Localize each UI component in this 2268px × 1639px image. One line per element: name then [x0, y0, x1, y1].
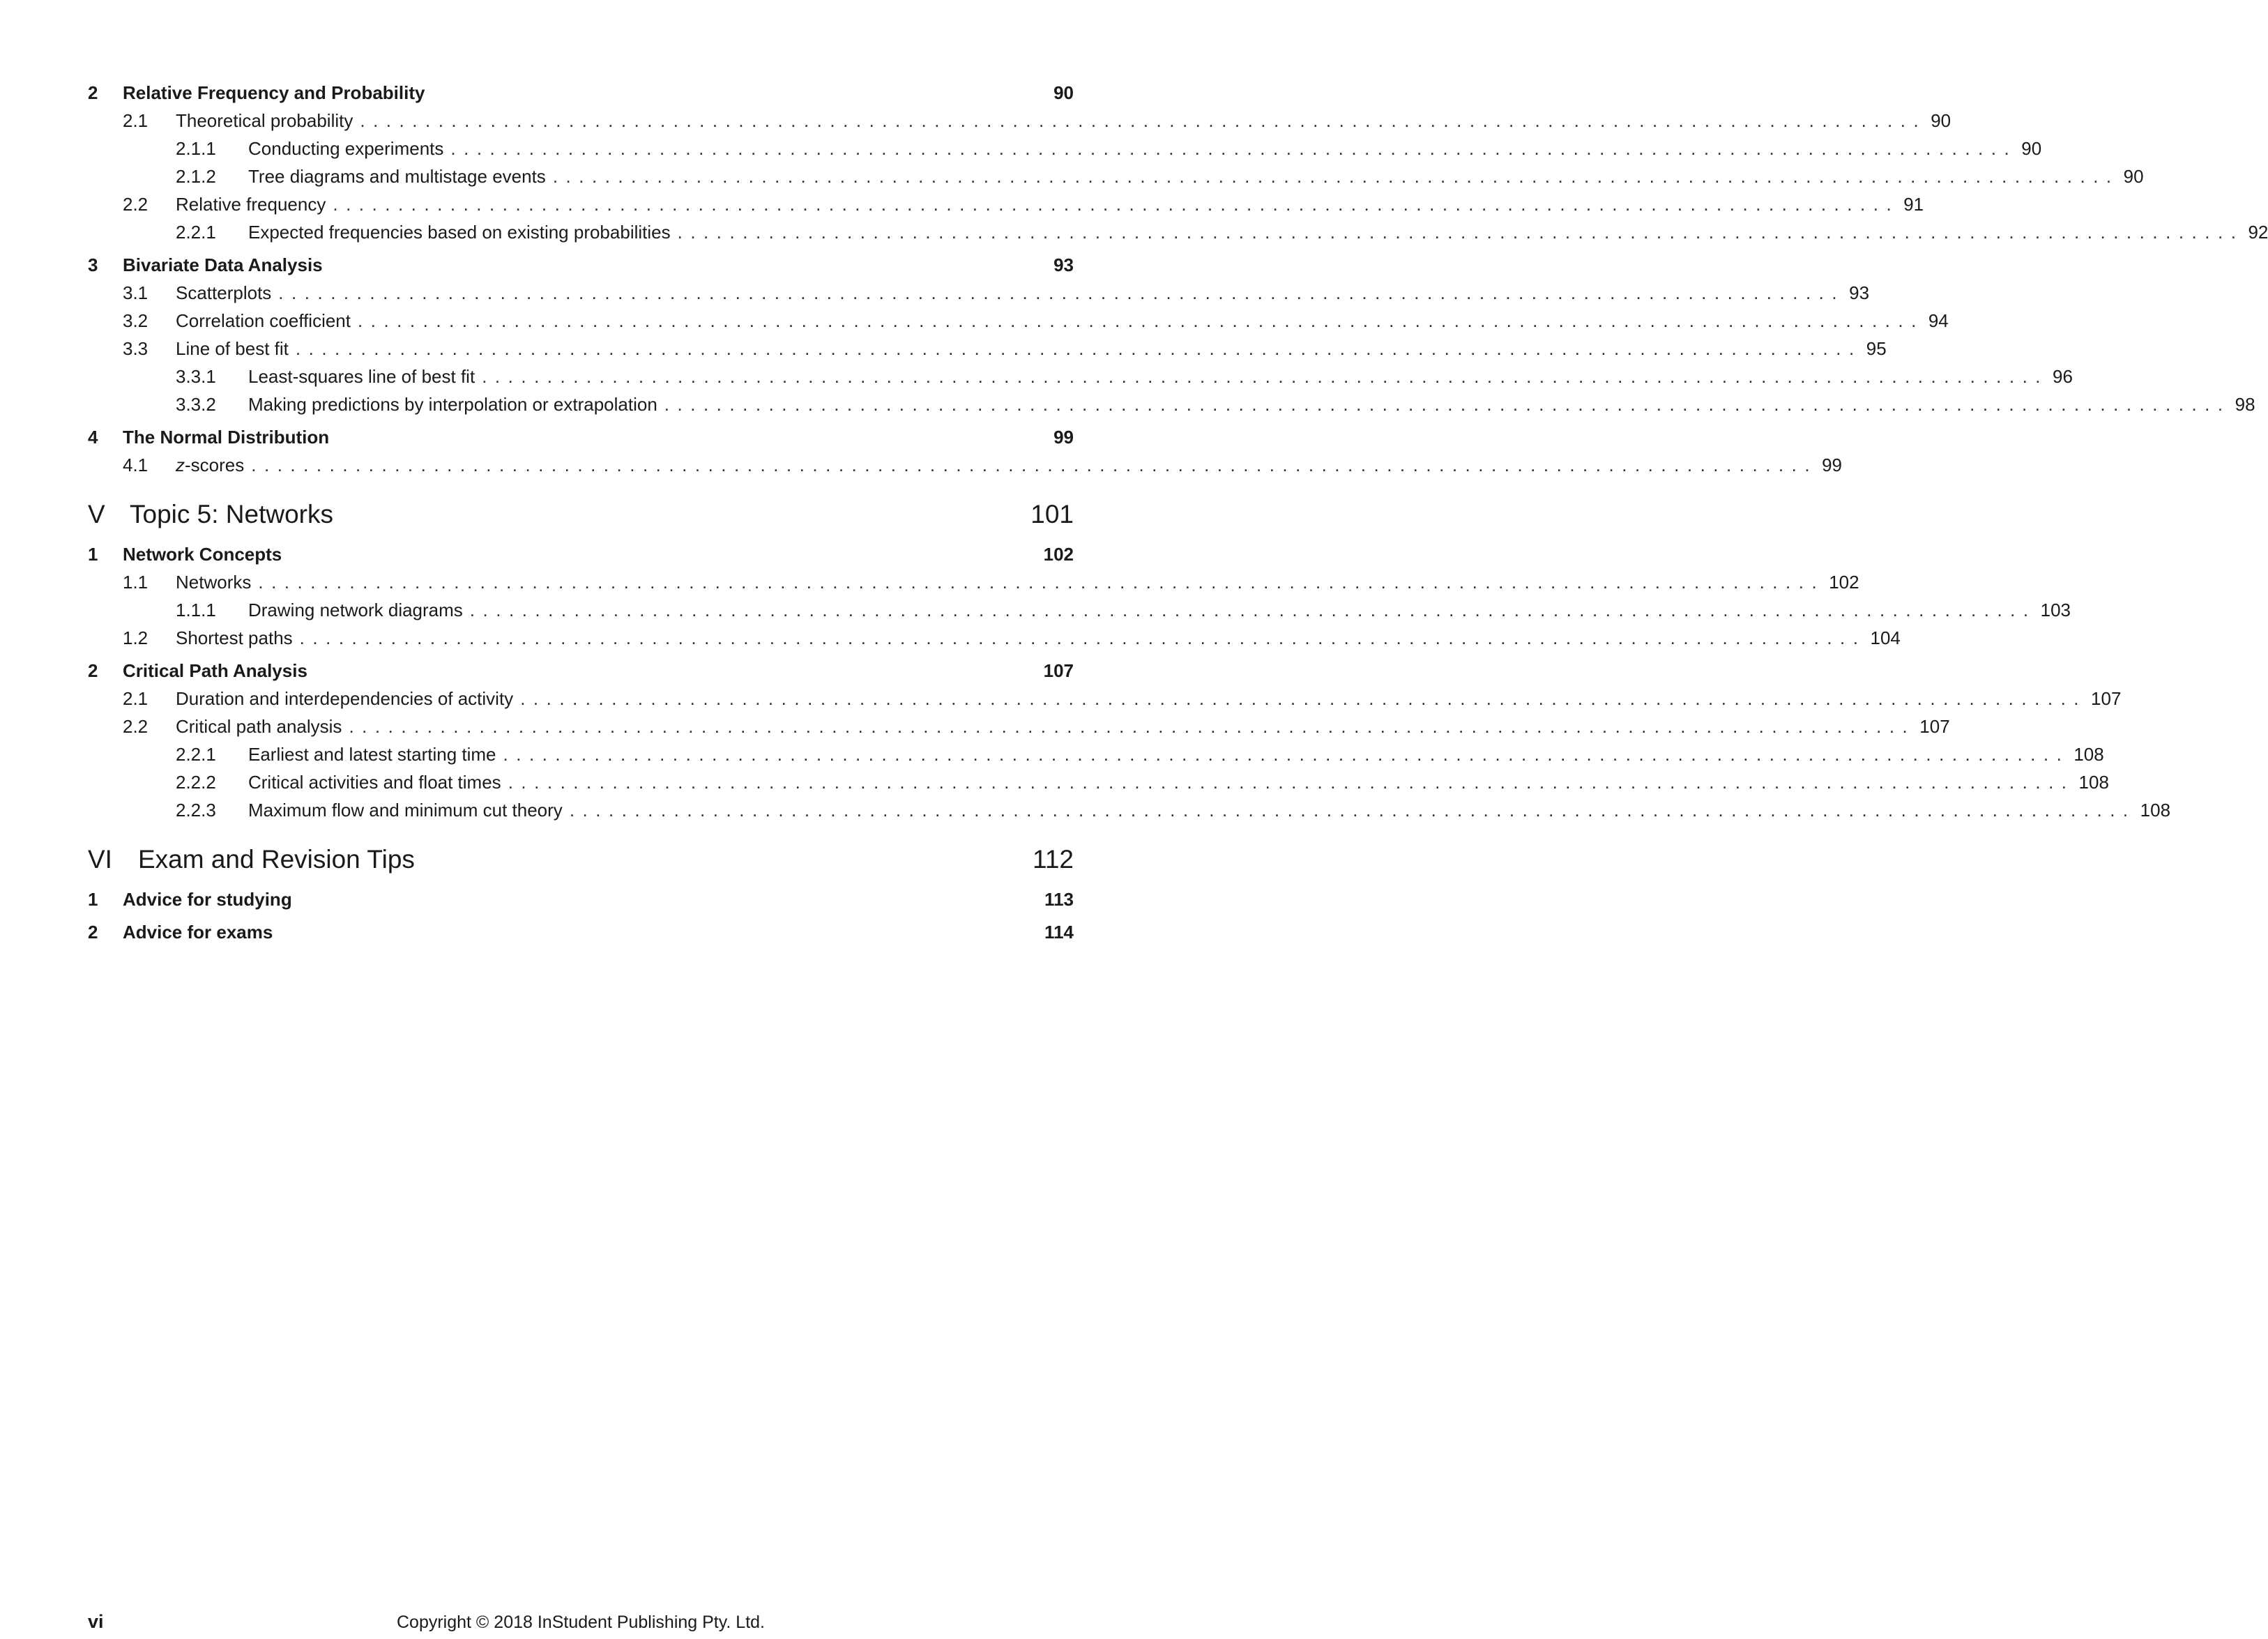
- dot-leader: ........................................................................................................................: [299, 627, 1866, 648]
- toc-entry-page-number: 101: [1030, 499, 1074, 528]
- toc-chapter-entry[interactable]: [88, 657, 1074, 685]
- toc-entry-title: Tree diagrams and multistage events: [248, 165, 546, 187]
- toc-section-entry[interactable]: [88, 624, 1901, 652]
- toc-entry-title: Scatterplots: [176, 282, 272, 303]
- toc-section-entry[interactable]: [88, 307, 1949, 335]
- toc-entry-page-number: 104: [1870, 627, 1901, 648]
- toc-entry-page-number: 107: [2091, 687, 2122, 709]
- toc-subsection-entry[interactable]: [88, 135, 2042, 162]
- toc-entry-number: V: [88, 499, 105, 528]
- toc-entry-number: 3.3.1: [176, 365, 216, 387]
- toc-section-entry[interactable]: [88, 279, 1870, 307]
- toc-section-entry[interactable]: [88, 335, 1887, 363]
- dot-leader: ........................................................................................................................: [552, 165, 2119, 187]
- toc-entry-number: 3.2: [123, 310, 149, 331]
- toc-chapter-entry[interactable]: [88, 885, 1074, 913]
- toc-entry-page-number: 99: [1822, 454, 1843, 475]
- toc-entry-number: 2.2.1: [176, 221, 216, 243]
- dot-leader: ........................................................................................................................: [677, 221, 2244, 243]
- toc-entry-title: Duration and interdependencies of activity: [176, 687, 514, 709]
- toc-entry-page-number: 91: [1903, 193, 1924, 215]
- toc-entry-page-number: 96: [2053, 365, 2073, 387]
- toc-entry-title: Bivariate Data Analysis: [123, 254, 323, 275]
- toc-entry-title: Critical path analysis: [176, 715, 342, 737]
- toc-entry-number: 4.1: [123, 454, 149, 475]
- toc-subsection-entry[interactable]: [88, 740, 2104, 768]
- toc-entry-title: Advice for studying: [123, 888, 292, 910]
- dot-leader: ........................................................................................................................: [520, 687, 2087, 709]
- toc-section-entry[interactable]: [88, 451, 1843, 479]
- toc-entry-page-number: 90: [2021, 137, 2042, 159]
- toc-chapter-entry[interactable]: [88, 251, 1074, 279]
- toc-entry-title: Critical activities and float times: [248, 771, 501, 793]
- toc-entry-title: Correlation coefficient: [176, 310, 351, 331]
- dot-leader: ........................................................................................................................: [569, 799, 2136, 821]
- toc-section-entry[interactable]: [88, 685, 2122, 712]
- dot-leader: ........................................................................................................................: [295, 337, 1862, 359]
- toc-entry-title: The Normal Distribution: [123, 426, 330, 448]
- toc-entry-title: Topic 5: Networks: [130, 499, 333, 528]
- toc-entry-title: Expected frequencies based on existing probabilities: [248, 221, 671, 243]
- toc-section-entry[interactable]: [88, 712, 1950, 740]
- toc-entry-page-number: 93: [1849, 282, 1870, 303]
- toc-entry-page-number: 99: [1053, 426, 1074, 448]
- toc-entry-number: 3.3: [123, 337, 149, 359]
- dot-leader: ........................................................................................................................: [508, 771, 2075, 793]
- toc-entry-title: Theoretical probability: [176, 109, 353, 131]
- toc-entry-page-number: 90: [2123, 165, 2144, 187]
- toc-part-entry[interactable]: [88, 493, 1074, 535]
- toc-part-entry[interactable]: [88, 838, 1074, 881]
- toc-entry-number: 2.2.3: [176, 799, 216, 821]
- toc-section-entry[interactable]: [88, 568, 1859, 596]
- toc-chapter-entry[interactable]: [88, 540, 1074, 568]
- toc-subsection-entry[interactable]: [88, 596, 2071, 624]
- toc-chapter-entry[interactable]: [88, 79, 1074, 107]
- dot-leader: ........................................................................................................................: [482, 365, 2049, 387]
- toc-subsection-entry[interactable]: [88, 218, 2268, 246]
- toc-entry-number: 1: [88, 888, 98, 910]
- dot-leader: ........................................................................................................................: [664, 393, 2231, 415]
- toc-entry-page-number: 107: [1043, 660, 1074, 681]
- toc-entry-page-number: 98: [2235, 393, 2255, 415]
- toc-entry-page-number: 95: [1866, 337, 1887, 359]
- toc-entry-number: 2.2.2: [176, 771, 216, 793]
- toc-entry-number: 3.1: [123, 282, 149, 303]
- toc-entry-page-number: 90: [1053, 82, 1074, 103]
- toc-entry-number: 2.1: [123, 687, 149, 709]
- toc-entry-title: Advice for exams: [123, 921, 273, 943]
- toc-entry-number: VI: [88, 844, 112, 874]
- toc-entry-page-number: 102: [1829, 571, 1859, 593]
- toc-entry-page-number: 108: [2073, 743, 2104, 765]
- toc-entry-title: Critical Path Analysis: [123, 660, 307, 681]
- toc-entry-title: Line of best fit: [176, 337, 289, 359]
- toc-entry-title: z-scores: [176, 454, 245, 475]
- toc-entry-number: 2.2: [123, 715, 149, 737]
- toc-entry-number: 3.3.2: [176, 393, 216, 415]
- toc-entry-title: Networks: [176, 571, 252, 593]
- toc-subsection-entry[interactable]: [88, 363, 2073, 390]
- toc-entry-page-number: 108: [2140, 799, 2171, 821]
- toc-entry-title: Network Concepts: [123, 543, 282, 565]
- toc-entry-number: 1.1: [123, 571, 149, 593]
- toc-entry-page-number: 114: [1044, 921, 1074, 943]
- toc-entry-title: Exam and Revision Tips: [138, 844, 415, 874]
- toc-entry-title: Maximum flow and minimum cut theory: [248, 799, 563, 821]
- toc-entry-page-number: 108: [2078, 771, 2109, 793]
- page-folio: vi: [88, 1611, 104, 1632]
- toc-entry-page-number: 90: [1931, 109, 1951, 131]
- toc-section-entry[interactable]: [88, 190, 1924, 218]
- toc-entry-page-number: 92: [2248, 221, 2268, 243]
- toc-subsection-entry[interactable]: [88, 162, 2144, 190]
- dot-leader: ........................................................................................................................: [258, 571, 1825, 593]
- dot-leader: ........................................................................................................................: [450, 137, 2018, 159]
- copyright-notice: Copyright © 2018 InStudent Publishing Pty. Ltd.: [396, 1613, 765, 1632]
- toc-entry-title: Least-squares line of best fit: [248, 365, 475, 387]
- toc-entry-number: 1.1.1: [176, 599, 216, 620]
- toc-subsection-entry[interactable]: [88, 390, 2255, 418]
- toc-subsection-entry[interactable]: [88, 768, 2109, 796]
- toc-entry-number: 2: [88, 660, 98, 681]
- dot-leader: ........................................................................................................................: [349, 715, 1916, 737]
- dot-leader: ........................................................................................................................: [333, 193, 1900, 215]
- dot-leader: ........................................................................................................................: [251, 454, 1818, 475]
- toc-entry-number: 2.2: [123, 193, 149, 215]
- toc-entry-number: 2: [88, 82, 98, 103]
- dot-leader: ........................................................................................................................: [358, 310, 1924, 331]
- toc-entry-title: Relative Frequency and Probability: [123, 82, 425, 103]
- toc-chapter-entry[interactable]: [88, 918, 1074, 946]
- toc-entry-page-number: 94: [1928, 310, 1949, 331]
- table-of-contents: [88, 79, 2268, 946]
- toc-section-entry[interactable]: [88, 107, 1951, 135]
- toc-entry-page-number: 107: [1919, 715, 1950, 737]
- toc-entry-title: Conducting experiments: [248, 137, 444, 159]
- toc-entry-number: 3: [88, 254, 98, 275]
- toc-entry-number: 2.1: [123, 109, 149, 131]
- toc-entry-title: Shortest paths: [176, 627, 293, 648]
- toc-entry-number: 1: [88, 543, 98, 565]
- toc-entry-number: 2.1.2: [176, 165, 216, 187]
- toc-entry-page-number: 112: [1033, 844, 1074, 874]
- page-footer: [88, 1611, 1074, 1639]
- dot-leader: ........................................................................................................................: [469, 599, 2037, 620]
- toc-entry-number: 2.2.1: [176, 743, 216, 765]
- toc-entry-title: Drawing network diagrams: [248, 599, 463, 620]
- toc-entry-number: 4: [88, 426, 98, 448]
- dot-leader: ........................................................................................................................: [503, 743, 2070, 765]
- toc-entry-number: 2: [88, 921, 98, 943]
- dot-leader: ........................................................................................................................: [360, 109, 1927, 131]
- toc-entry-page-number: 93: [1053, 254, 1074, 275]
- toc-entry-title: Relative frequency: [176, 193, 326, 215]
- toc-entry-number: 2.1.1: [176, 137, 216, 159]
- toc-subsection-entry[interactable]: [88, 796, 2171, 824]
- toc-entry-page-number: 113: [1044, 888, 1074, 910]
- toc-entry-title: Making predictions by interpolation or extrapolation: [248, 393, 657, 415]
- toc-entry-page-number: 102: [1043, 543, 1074, 565]
- toc-entry-title: Earliest and latest starting time: [248, 743, 496, 765]
- dot-leader: ........................................................................................................................: [278, 282, 1845, 303]
- toc-entry-page-number: 103: [2040, 599, 2071, 620]
- toc-chapter-entry[interactable]: [88, 423, 1074, 451]
- toc-entry-number: 1.2: [123, 627, 149, 648]
